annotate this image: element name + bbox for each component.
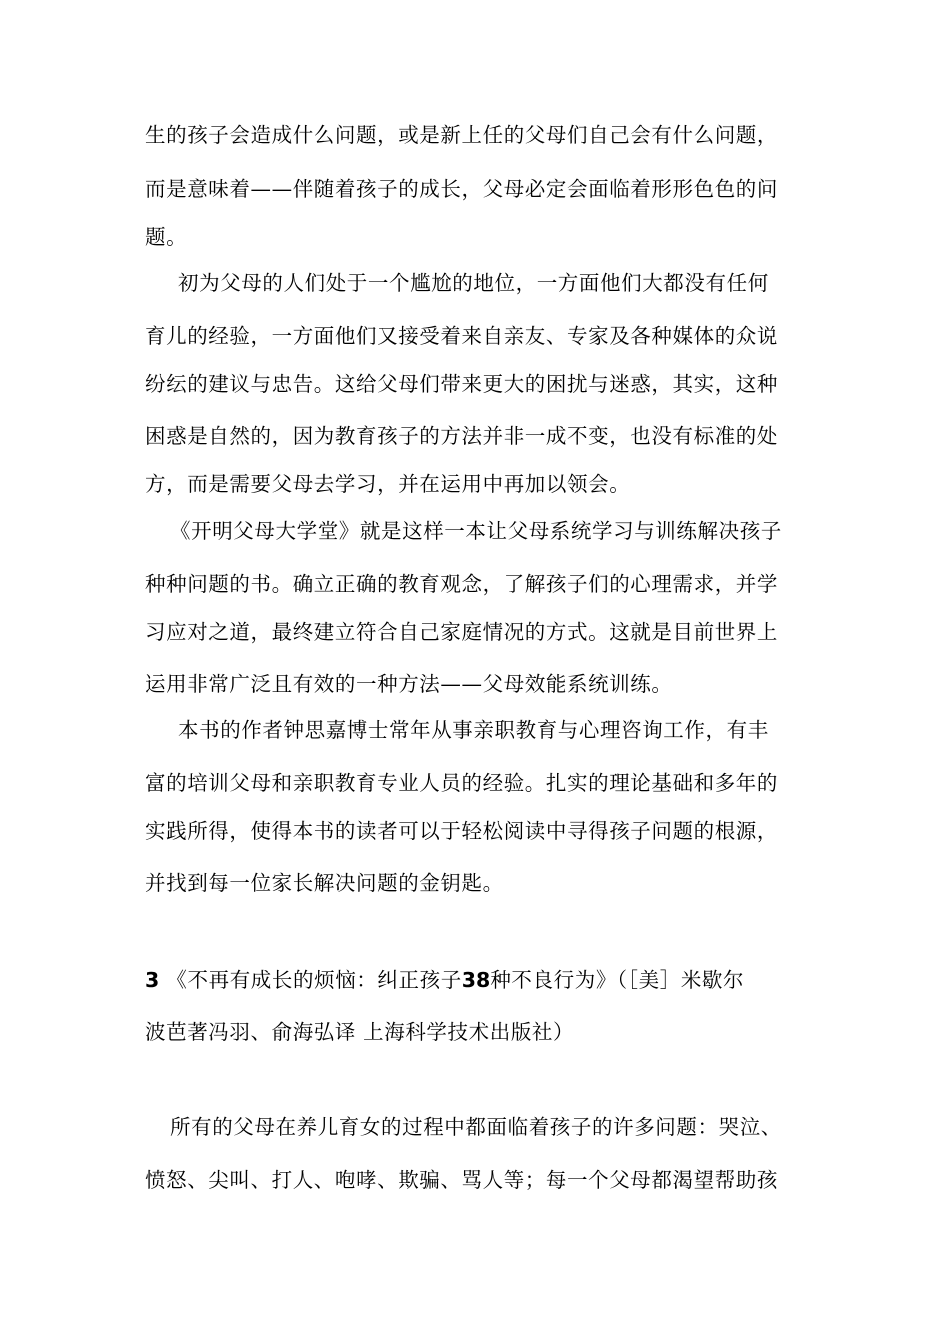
paragraph-line: 方，而是需要父母去学习，并在运用中再加以领会。 bbox=[145, 472, 631, 496]
paragraph-line: 初为父母的人们处于一个尴尬的地位，一方面他们大都没有任何 bbox=[178, 271, 769, 295]
book-title-number: 38 bbox=[461, 968, 491, 992]
paragraph-line: 所有的父母在养儿育女的过程中都面临着孩子的许多问题：哭泣、 bbox=[170, 1115, 782, 1139]
book-title-part-a: 《不再有成长的烦恼：纠正孩子 bbox=[166, 968, 462, 992]
paragraph-line: 而是意味着——伴随着孩子的成长，父母必定会面临着形形色色的问 bbox=[145, 177, 778, 201]
paragraph-line: 实践所得，使得本书的读者可以于轻松阅读中寻得孩子问题的根源， bbox=[145, 819, 778, 843]
section-heading bbox=[145, 962, 815, 998]
paragraph-line: 愤怒、尖叫、打人、咆哮、欺骗、骂人等；每一个父母都渴望帮助孩 bbox=[145, 1168, 778, 1192]
book-credits: 波芭著冯羽、俞海弘译 上海科学技术出版社） bbox=[145, 1020, 575, 1044]
paragraph-line: 并找到每一位家长解决问题的金钥匙。 bbox=[145, 871, 504, 895]
paragraph-line: 生的孩子会造成什么问题，或是新上任的父母们自己会有什么问题， bbox=[145, 123, 778, 147]
paragraph-line: 困惑是自然的，因为教育孩子的方法并非一成不变，也没有标准的处 bbox=[145, 424, 778, 448]
book-title-part-b: 种不良行为》（［美］米歇尔 bbox=[490, 968, 745, 992]
paragraph-line: 本书的作者钟思嘉博士常年从事亲职教育与心理咨询工作，有丰 bbox=[178, 718, 769, 742]
paragraph-line: 运用非常广泛且有效的一种方法——父母效能系统训练。 bbox=[145, 672, 673, 696]
paragraph-line: 题。 bbox=[145, 225, 188, 249]
paragraph-line: 种种问题的书。确立正确的教育观念，了解孩子们的心理需求，并学 bbox=[145, 572, 778, 596]
paragraph-line: 育儿的经验，一方面他们又接受着来自亲友、专家及各种媒体的众说 bbox=[145, 324, 778, 348]
paragraph-line: 习应对之道，最终建立符合自己家庭情况的方式。这就是目前世界上 bbox=[145, 620, 778, 644]
paragraph-line: 纷纭的建议与忠告。这给父母们带来更大的困扰与迷惑，其实，这种 bbox=[145, 372, 778, 396]
paragraph-line: 富的培训父母和亲职教育专业人员的经验。扎实的理论基础和多年的 bbox=[145, 771, 778, 795]
section-number: 3 bbox=[145, 968, 160, 992]
paragraph-line: 《开明父母大学堂》就是这样一本让父母系统学习与训练解决孩子 bbox=[170, 519, 782, 543]
